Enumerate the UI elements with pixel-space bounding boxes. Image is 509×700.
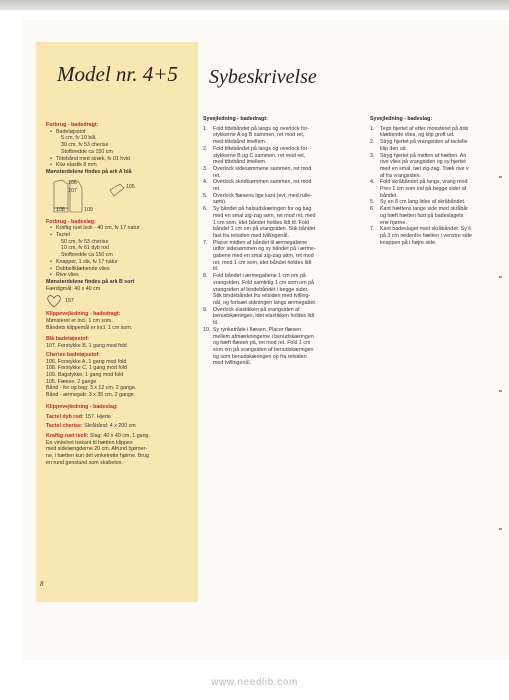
step-number: 5. — [203, 192, 208, 199]
step-text — [213, 273, 363, 307]
step-line: klæbende vlies, og klip groft ud. — [380, 132, 455, 139]
cut-swimsuit-line: Båndets klippemål er incl. 1 cm som. — [46, 324, 133, 331]
robe-step — [370, 179, 506, 199]
robe-material-item: 50 cm, fv 53 cherise — [61, 238, 109, 245]
blue-fabric-line: 107. Forstykke B, 1 gang mod fold — [46, 343, 127, 350]
step-number: 2. — [203, 145, 208, 152]
swimsuit-step — [203, 327, 363, 367]
robe-instructions-column — [370, 114, 506, 246]
step-number: 3. — [203, 165, 208, 172]
step-line: båndet 1 cm om på vrangsiden. Stik båndet — [213, 226, 316, 233]
step-line: stykkerne B og C sammen, ret mod ret, — [213, 152, 306, 159]
step-number: 8. — [203, 273, 208, 280]
step-text — [380, 226, 506, 246]
cherise-fabric-line: Bånd - for og bag: 3 x 12 cm, 2 gange. — [46, 385, 137, 392]
robe-step — [370, 153, 506, 180]
watermark: www.needlib.com — [211, 677, 298, 688]
terry-line: en rund genstand som skabelon. — [46, 459, 123, 466]
step-line: mellem afmærkningerne i benudskæringen — [213, 333, 314, 340]
step-line: og hæft hætten fast på badeslagets — [380, 212, 464, 219]
blue-fabric-list — [46, 343, 194, 350]
terry-line: ne, i hætten kun det vinkelrette hjørne. Brug — [46, 453, 150, 460]
swimsuit-instructions-column — [203, 114, 363, 367]
step-text — [380, 126, 506, 139]
step-line: rive vlies på vrangsiden og sy hjertet — [380, 159, 466, 166]
page-number: 8 — [40, 580, 44, 588]
step-text — [380, 139, 506, 152]
robe-material-item: 10 cm, fv 61 dyb rod — [61, 245, 109, 252]
cherise-fabric-line: 106. Forstykke A, 1 gang mod fold — [46, 358, 127, 365]
step-line: fast fra retsiden med tvillingenål. — [213, 232, 289, 239]
heart-piece — [46, 294, 194, 308]
step-line: Sy båndet på halsudskæringen for og bag — [213, 206, 312, 213]
step-number: 1. — [370, 125, 375, 132]
cherise-fabric-line: 108. Forstykke C, 1 gang mod fold — [46, 365, 127, 372]
step-line: klip den ud. — [380, 145, 408, 152]
step-text — [213, 126, 363, 146]
step-number: 6. — [370, 206, 375, 213]
piece-label-106: 106 — [68, 179, 77, 186]
robe-steps-list — [370, 126, 506, 247]
step-text — [380, 179, 506, 199]
step-line: Overlock skridtsømmen sammen, ret mod — [213, 179, 312, 186]
robe-material-item: • Tactel — [46, 232, 194, 239]
step-line: udfor sidesømmen og sy båndet på i ærme- — [213, 246, 316, 253]
step-line: Sy rynketråde i flæsen. Placer flæsen — [213, 326, 302, 333]
step-line: Fold tittebåndet på langs og overlock for- — [213, 145, 309, 152]
step-number: 6. — [203, 206, 208, 213]
robe-instructions-heading: Syvejledning - badeslag: — [370, 116, 433, 122]
robe-step — [370, 126, 506, 139]
step-line: som om på vrangsiden af benudskæringen — [213, 346, 314, 353]
swimsuit-step — [203, 166, 363, 179]
step-line: med tvillingenål. — [213, 360, 251, 367]
swimsuit-material-item: Stofbredde ca 150 cm — [61, 148, 113, 155]
robe-material-item: Stofbredde ca 150 cm — [61, 252, 113, 259]
section-title: Sybeskrivelse — [209, 66, 317, 88]
terry-line: En vinkelret trekant til hætten klippes — [46, 439, 133, 446]
cherise-fabric-line: 105. Fæese, 2 gange — [46, 378, 97, 385]
step-line: Kant badeslaget med skråbåndet. Sy li — [380, 226, 471, 233]
step-line: til. — [213, 320, 219, 327]
step-line: nål, og fortsæt stikningen langs ærmegabet. — [213, 299, 317, 306]
step-number: 7. — [370, 226, 375, 233]
robe-pattern-heading: Mønsterdelene findes på ark B sort — [46, 278, 135, 285]
step-line: Overlock sidesømmene sammen, ret mod — [213, 165, 312, 172]
top-rule — [0, 0, 509, 10]
step-line: 1 cm som, idet båndet holdes lidt til. Fold — [213, 219, 309, 226]
heart-label: 157 — [65, 298, 74, 304]
step-text — [380, 206, 506, 226]
step-line: søm). — [213, 199, 227, 206]
swimsuit-material-item: 30 cm, fv 53 cherise — [61, 142, 109, 149]
step-number: 3. — [370, 152, 375, 159]
step-text — [213, 146, 363, 166]
cut-robe-heading: Klippevejledning - badeslag: — [46, 403, 118, 410]
cut-swimsuit-heading: Klippevejledning - badedragt: — [46, 311, 121, 318]
step-text — [213, 193, 363, 206]
materials-column — [46, 120, 194, 466]
step-line: af fra vrangsiden. — [380, 172, 421, 179]
step-line: Overlock flæsens lige kant (evt. med rulle- — [213, 192, 312, 199]
terry-line: Kraftig ruet isoli: Slag: 40 x 40 cm, 1 gang. — [46, 432, 150, 439]
step-line: vrangsiden. Fold samtidig 1 cm som om på — [213, 279, 314, 286]
step-line: med tittebånd imellem. — [213, 139, 267, 146]
swimsuit-material-item: 5 cm, fv 10 blå — [61, 135, 96, 142]
step-number: 4. — [203, 179, 208, 186]
swimsuit-step — [203, 179, 363, 192]
step-line: med tittebånd imellem. — [213, 159, 267, 166]
swimsuit-materials-list — [46, 129, 194, 169]
robe-materials-heading: Forbrug - badeslag: — [46, 218, 96, 225]
step-line: knappen på i højre side. — [380, 239, 437, 246]
step-number: 9. — [203, 306, 208, 313]
robe-materials-list — [46, 225, 194, 279]
robe-step — [370, 226, 506, 246]
scan-mark — [499, 528, 502, 530]
cut-swimsuit-text — [46, 318, 194, 331]
swimsuit-material-item: • Badetøjsstof — [46, 129, 194, 136]
piece-label-105: 105 — [126, 183, 135, 190]
step-line: Tegn hjertet af efter monsteret på dob — [380, 125, 469, 132]
robe-material-item: • Kraftig ruet lsoli - 40 cm, fv 17 natur — [46, 225, 194, 232]
swimsuit-instructions-heading: Syvejledning - badedragt: — [203, 116, 268, 122]
step-text — [213, 206, 363, 240]
scan-mark — [499, 276, 502, 278]
piece-label-108: 108 — [56, 206, 65, 213]
swimsuit-steps-list — [203, 126, 363, 367]
step-line: på 3 cm nedenfor hætten i venstre side — [380, 232, 472, 239]
swimsuit-step — [203, 240, 363, 274]
step-number: 7. — [203, 239, 208, 246]
scan-mark — [499, 176, 502, 178]
step-line: med en smal, tæt zig-zag. Træk rive v — [380, 165, 469, 172]
robe-step — [370, 139, 506, 152]
robe-step — [370, 206, 506, 226]
tactel-cherise-line: Tactel cherise: Skråbånd: 4 x 200 cm — [46, 423, 136, 430]
step-number: 1. — [203, 125, 208, 132]
swimsuit-materials-heading: Forbrug - badedragt: — [46, 122, 99, 128]
step-line: benudskæringen, idet elastikken holdes lidt — [213, 313, 315, 320]
step-line: Pres 1 cm som ind på begge sider af — [380, 186, 467, 193]
step-line: Placer midten af båndet til ærmegabene — [213, 239, 308, 246]
step-text — [213, 307, 363, 327]
step-line: Stryg hjertet på midten af hætten. An — [380, 152, 467, 159]
step-line: vrangsiden af bindebåndet i begge sider. — [213, 286, 309, 293]
step-line: med en smal zig-zag søm, ret mod ret, med — [213, 212, 316, 219]
step-text — [213, 327, 363, 367]
step-line: Stik bindebåndet fra retsiden med tvilling- — [213, 293, 311, 300]
step-line: ret. — [213, 186, 221, 193]
step-line: Fold båndet i ærmegabene 1 cm om på — [213, 273, 306, 280]
step-line: Overlock elastikken på vrangsiden af — [213, 306, 300, 313]
robe-material-item: • Rive vlies — [46, 272, 194, 279]
piece-label-109: 109 — [84, 206, 93, 213]
terry-text — [46, 440, 194, 467]
piece-label-107: 107 — [68, 187, 77, 194]
step-number: 2. — [370, 139, 375, 146]
swimsuit-step — [203, 206, 363, 240]
cherise-fabric-line: Bånd - ærmegab: 3 x 35 cm, 2 gange. — [46, 392, 136, 399]
swimsuit-material-item: • Klar elastik 8 mm — [46, 162, 194, 169]
robe-finished-size: Færdigmål: 40 x 40 cm — [46, 285, 101, 292]
heart-icon — [46, 294, 62, 308]
robe-material-item: • Dobbeltklæbende vlies — [46, 266, 194, 273]
cherise-fabric-line: 109. Bagstykke, 1 gang mod fold — [46, 371, 124, 378]
step-line: Fold tittebåndet på langs og overlock for- — [213, 125, 309, 132]
cut-swimsuit-line: Mønsteret er incl. 1 cm som. — [46, 318, 113, 325]
swimsuit-step — [203, 146, 363, 166]
step-number: 10. — [203, 326, 211, 333]
terry-line: med sidelængderne 20 cm. Afrund hjørner- — [46, 446, 147, 453]
blue-fabric-heading: Blå badetøjsstof: — [46, 336, 89, 343]
step-line: gabene med en smal zig-zag søm, ret mod — [213, 253, 314, 260]
step-number: 4. — [370, 179, 375, 186]
step-line: Stryg hjertet på vrangsiden af tactelle — [380, 139, 468, 146]
step-number: 5. — [370, 199, 375, 206]
scan-mark — [499, 390, 502, 392]
tactel-red-line: Tactel dyb rod: 157. Hjerte — [46, 413, 111, 420]
step-line: båndet. — [380, 192, 398, 199]
swimsuit-step — [203, 126, 363, 146]
step-text — [213, 240, 363, 274]
cherise-fabric-list — [46, 359, 194, 399]
swimsuit-pattern-heading: Mønsterdelene findes på ark A blå — [46, 168, 132, 175]
swimsuit-step — [203, 307, 363, 327]
swimsuit-step — [203, 193, 363, 206]
swimsuit-material-item: • Tittebånd med stræk, fv 01 hvid — [46, 156, 194, 163]
step-line: Sy en 8 cm lang lidse af skråbåndet. — [380, 199, 466, 206]
step-line: ene hjørne. — [380, 219, 407, 226]
swimsuit-step — [203, 273, 363, 307]
step-line: og som benudskæringen op fra retsiden — [213, 353, 307, 360]
page-title: Model nr. 4+5 — [57, 62, 178, 86]
step-text — [213, 166, 363, 179]
step-line: Fold skråbåndet på langs, vrang mod — [380, 179, 468, 186]
step-text — [213, 179, 363, 192]
pattern-pieces-diagram — [46, 178, 194, 216]
step-line: ret, med 1 cm som, idet båndet holdes lidt — [213, 259, 312, 266]
cherise-fabric-heading: Cherise badetøjsstof: — [46, 351, 101, 358]
step-line: og hæft flæsen på, ret mod ret. Fold 1 cm — [213, 340, 311, 347]
robe-material-item: • Knapper, 1 stk, fv 17 natur — [46, 259, 194, 266]
step-line: ret. — [213, 172, 221, 179]
step-line: til. — [213, 266, 219, 273]
step-text — [380, 153, 506, 180]
step-line: Kant hættens lange side med skråbår — [380, 206, 469, 213]
step-line: stykkerne A og B sammen, ret mod ret, — [213, 132, 305, 139]
